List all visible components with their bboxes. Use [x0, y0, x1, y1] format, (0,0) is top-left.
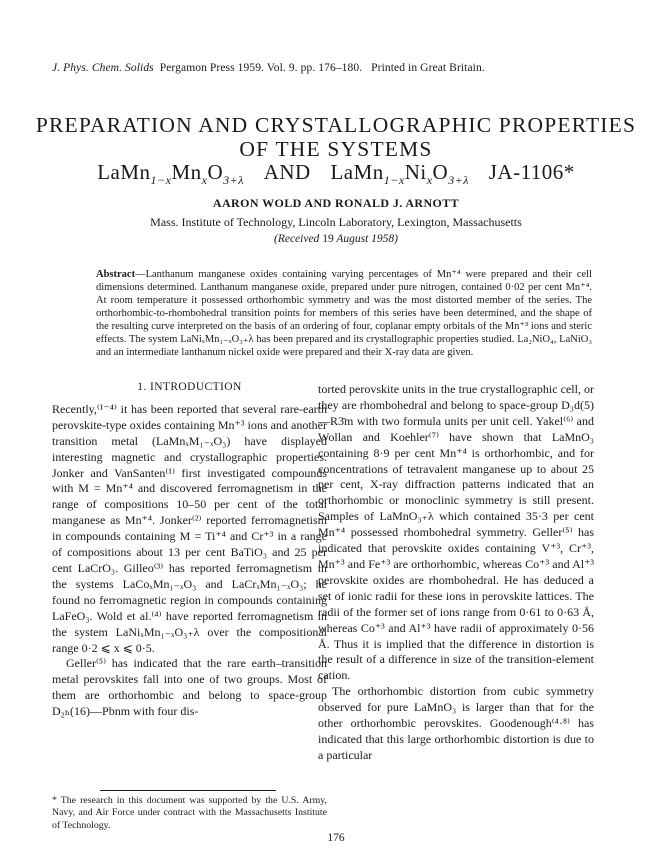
- received-date: (Received 19 August 1958): [273, 233, 399, 245]
- right-column: [318, 382, 594, 764]
- paper-title-line-2: OF THE SYSTEMS: [239, 137, 433, 161]
- left-column: [52, 380, 327, 720]
- paper-title-formulas: [0, 160, 672, 188]
- intro-paragraph-2-continued: torted perovskite units in the true crystallographic cell, or they are rhombohedral and belong to space-group D₃d(5)—R3̄m with two formula units per unit cell. Yakel⁽⁶⁾ and Wollan and Koehler⁽⁷⁾ have shown that LaMnO₃ containing 8·9 per cent Mn⁺⁴ is orthorhombic, and for concentrations of tetravalent manganese up to about 25 per cent, X-ray diffraction patterns indicated that an orthorhombic or monoclinic symmetry is still present. Samples of LaMnO₃₊λ which contained 35·3 per cent Mn⁺⁴ possessed rhombohedral symmetry. Geller⁽⁵⁾ has indicated that perovskite oxides containing V⁺³, Cr⁺³, Mn⁺³ and Fe⁺³ are orthorhombic, whereas Co⁺³ and Al⁺³ perovskite oxides are rhombohedral. He has deduced a set of ionic radii for these ions in perovskite lattices. The radii of the former set of ions range from 0·61 to 0·63 Å, whereas Co⁺³ and Al⁺³ have radii of approximately 0·56 Å. Thus it is implied that the difference in distortion is the result of a difference in size of the transition-element cation.: [318, 382, 594, 683]
- footnote: * The research in this document was supported by the U.S. Army, Navy, and Air Force under contract with the Massachusetts Institute of Technology.: [52, 795, 327, 831]
- paper-title-line-1: PREPARATION AND CRYSTALLOGRAPHIC PROPERTIES: [35, 113, 637, 137]
- page-number: 176: [327, 832, 345, 844]
- intro-paragraph-1: Recently,⁽¹⁻⁴⁾ it has been reported that several rare-earth perovskite-type oxides containing Mn⁺³ ions and another transition metal (LaMnₓM₁₋ₓO₃) have displayed interesting magnetic and crystallographic properties. Jonker and VanSanten⁽¹⁾ first investigated compounds with M = Mn⁺⁴ and discovered ferromagnetism in the range of compositions 10–50 per cent of the total manganese as Mn⁺⁴. Jonker⁽²⁾ reported ferromagnetism in compounds containing M = Ti⁺⁴ and Cr⁺³ in a range of compositions about 13 per cent BaTiO₃ and 25 per cent LaCrO₃. Gilleo⁽³⁾ has reported ferromagnetism in the systems LaCoₓMn₁₋ₓO₃ and LaCrₓMn₁₋ₓO₃; he found no ferromagnetic region in compounds containing LaFeO₃. Wold et al.⁽⁴⁾ have reported ferromagnetism in the system LaNiₓMn₁₋ₓO₃₊λ over the compositional range 0·2 ⩽ x ⩽ 0·5.: [52, 401, 327, 655]
- printed-location: Printed in Great Britain.: [371, 62, 485, 74]
- formula-2: $LaMn_{1-x}Ni_xO_{3+\lambda}$: [330, 160, 469, 188]
- author-names: AARON WOLD AND RONALD J. ARNOTT: [212, 196, 460, 210]
- journal-name: J. Phys. Chem. Solids: [52, 62, 154, 74]
- journal-volume-info: Pergamon Press 1959. Vol. 9. pp. 176–180.: [159, 62, 363, 74]
- intro-paragraph-2: Geller⁽⁵⁾ has indicated that the rare earth–transition metal perovskites fall into one of two groups. Most of them are orthorhombic and belong to space-group D₂ₕ(16)—Pbnm with four dis-: [52, 656, 327, 719]
- abstract-text: —Lanthanum manganese oxides containing varying percentages of Mn⁺⁴ were prepared and their cell dimensions determined. Lanthanum manganese oxide, prepared under pure nitrogen, contained 0·02 per cent Mn⁺⁴. At room temperature it possessed orthorhombic symmetry and was the most distorted member of the series. The orthorhombic-to-rhombohedral transition points for members of this series have been determined, and the shape of the resulting curve interpreted on the basis of an ordering of four, coplanar empty orbitals of the Mn⁺³ ions and steric effects. The system LaNiₓMn₁₋ₓO₃₊λ has been prepared and its crystallographic properties studied. La₂NiO₄, LaNiO₃ and an intermediate lanthanum nickel oxide were prepared and their X-ray data are given.: [96, 269, 592, 358]
- abstract: [96, 268, 592, 359]
- journal-header: [52, 62, 485, 74]
- title-and: AND: [263, 160, 311, 184]
- author-affiliation: Mass. Institute of Technology, Lincoln Laboratory, Lexington, Massachusetts: [150, 215, 522, 229]
- intro-paragraph-3: The orthorhombic distortion from cubic symmetry observed for pure LaMnO₃ is larger than that for the other orthorhombic perovskites. Goodenough⁽⁴·⁸⁾ has indicated that this large orthorhombic distortion is due to a particular: [318, 684, 594, 762]
- footnote-divider: [100, 790, 276, 791]
- report-id: JA-1106*: [488, 160, 575, 184]
- section-heading-introduction: 1. INTRODUCTION: [137, 381, 242, 393]
- formula-1: $LaMn_{1-x}Mn_xO_{3+\lambda}$: [97, 160, 244, 188]
- abstract-label: Abstract: [96, 269, 136, 280]
